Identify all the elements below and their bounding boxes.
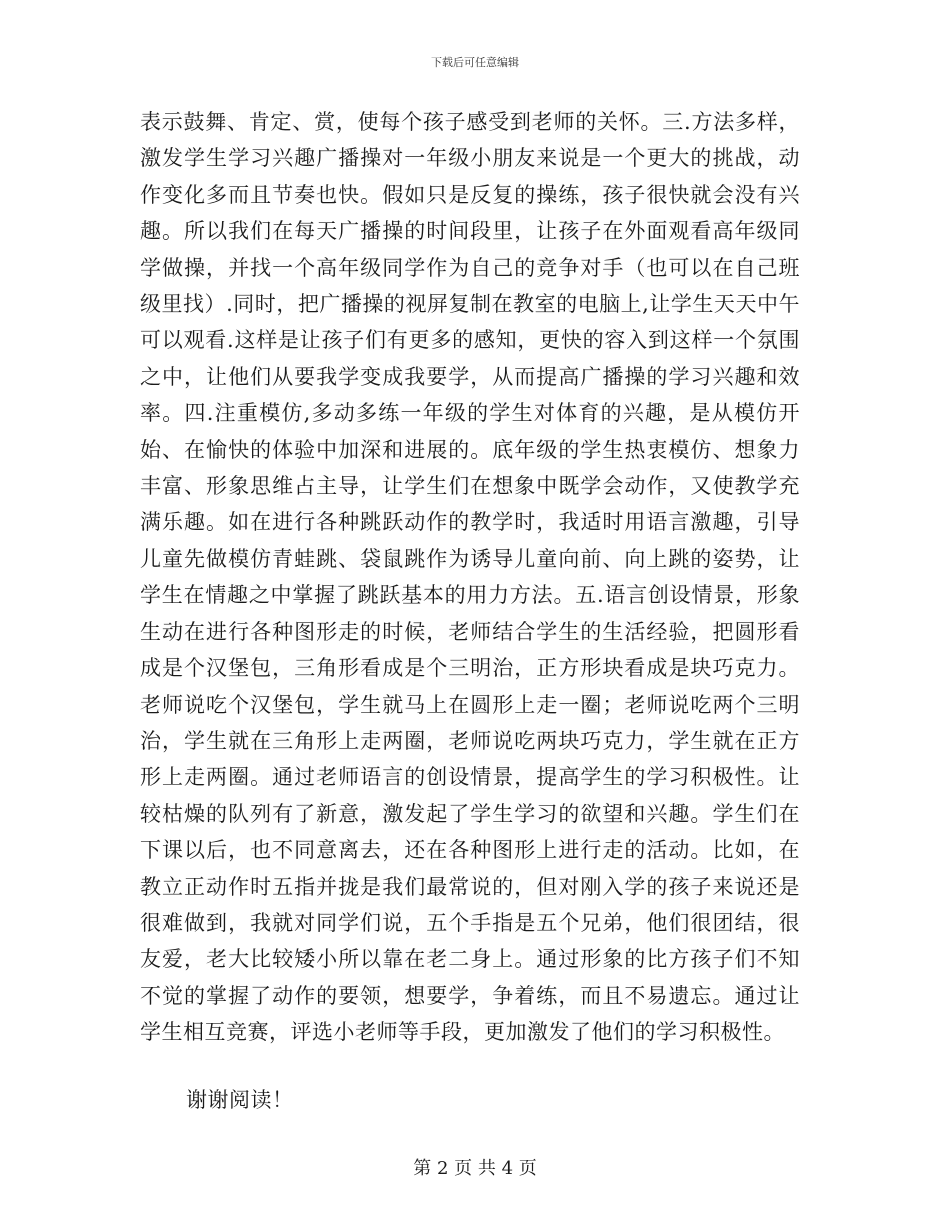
body-paragraph: 表示鼓舞、肯定、赏，使每个孩子感受到老师的关怀。三.方法多样，激发学生学习兴趣广播操对一年级小朋友来说是一个更大的挑战，动作变化多而且节奏也快。假如只是反复的操练，孩子很快就会没有兴趣。所以我们在每天广播操的时间段里，让孩子在外面观看高年级同学做操，并找一个高年级同学作为自己的竞争对手（也可以在自己班级里找）.同时，把广播操的视屏复制在教室的电脑上,让学生天天中午可以观看.这样是让孩子们有更多的感知，更快的容入到这样一个氛围之中，让他们从要我学变成我要学，从而提高广播操的学习兴趣和效率。四.注重模仿,多动多练一年级的学生对体育的兴趣，是从模仿开始、在愉快的体验中加深和进展的。底年级的学生热衷模仿、想象力丰富、形象思维占主导，让学生们在想象中既学会动作，又使教学充满乐趣。如在进行各种跳跃动作的教学时，我适时用语言激趣，引导儿童先做模仿青蛙跳、袋鼠跳作为诱导儿童向前、向上跳的姿势，让学生在情趣之中掌握了跳跃基本的用力方法。五.语言创设情景，形象生动在进行各种图形走的时候，老师结合学生的生活经验，把圆形看成是个汉堡包，三角形看成是个三明治，正方形块看成是块巧克力。老师说吃个汉堡包，学生就马上在圆形上走一圈；老师说吃两个三明治，学生就在三角形上走两圈，老师说吃两块巧克力，学生就在正方形上走两圈。通过老师语言的创设情景，提高学生的学习积极性。让较枯燥的队列有了新意，激发起了学生学习的欲望和兴趣。学生们在下课以后，也不同意离去，还在各种图形上进行走的活动。比如，在教立正动作时五指并拢是我们最常说的，但对刚入学的孩子来说还是很难做到，我就对同学们说，五个手指是五个兄弟，他们很团结，很友爱，老大比较矮小所以靠在老二身上。通过形象的比方孩子们不知不觉的掌握了动作的要领，想要学，争着练，而且不易遗忘。通过让学生相互竞赛，评选小老师等手段，更加激发了他们的学习积极性。 bbox=[140, 110, 800, 1045]
page-header-note: 下载后可任意编辑 bbox=[431, 56, 519, 69]
document-body bbox=[140, 104, 800, 1051]
page-number-footer: 第 2 页 共 4 页 bbox=[413, 1158, 537, 1179]
closing-text: 谢谢阅读！ bbox=[186, 1088, 294, 1112]
